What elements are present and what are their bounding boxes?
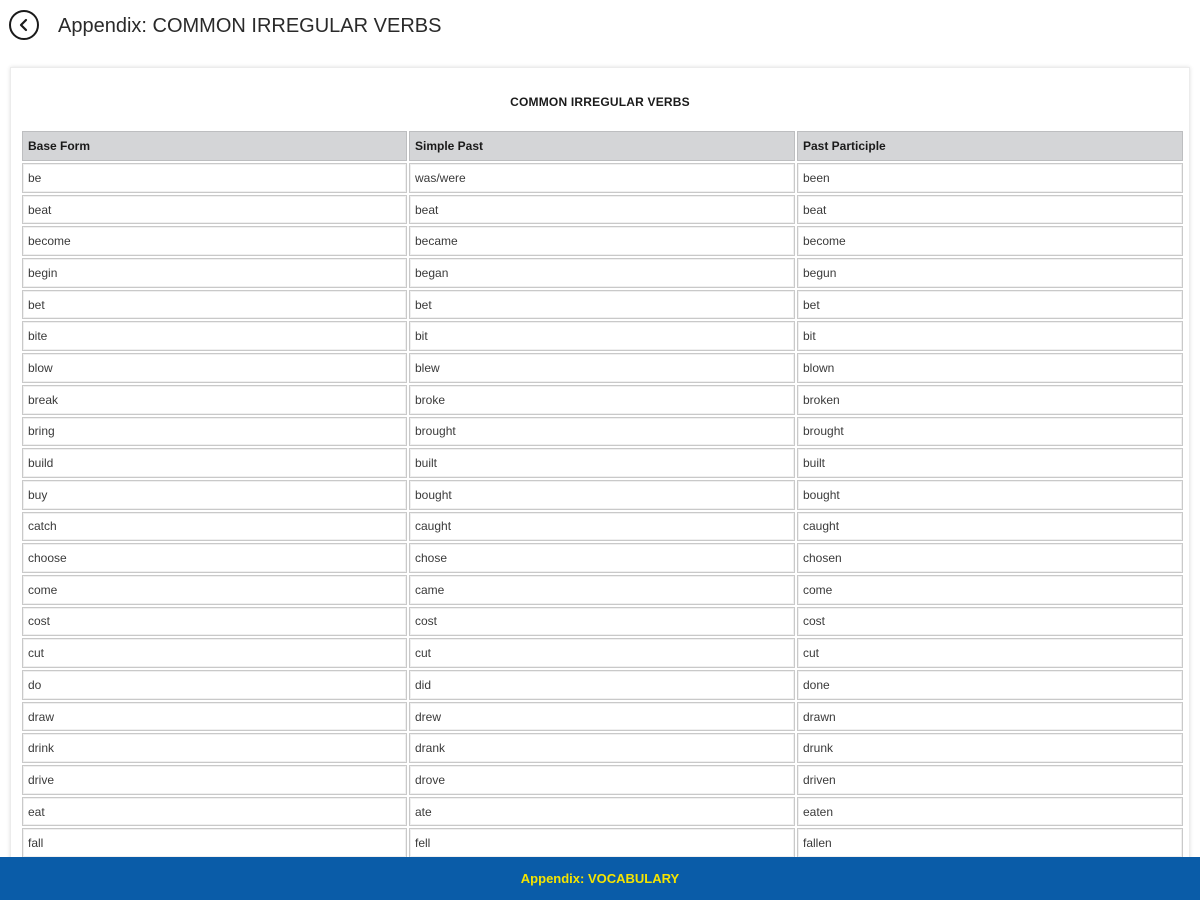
cell-past-participle: cost	[797, 607, 1183, 637]
cell-past-participle: drawn	[797, 702, 1183, 732]
cell-base-form: bite	[22, 321, 407, 351]
cell-simple-past: bet	[409, 290, 795, 320]
cell-base-form: come	[22, 575, 407, 605]
cell-past-participle: blown	[797, 353, 1183, 383]
cell-past-participle: eaten	[797, 797, 1183, 827]
table-row	[22, 417, 1183, 447]
cell-past-participle: been	[797, 163, 1183, 193]
column-header-simple-past: Simple Past	[409, 131, 795, 161]
cell-simple-past: ate	[409, 797, 795, 827]
table-row	[22, 828, 1183, 858]
cell-base-form: bring	[22, 417, 407, 447]
cell-past-participle: bet	[797, 290, 1183, 320]
cell-base-form: choose	[22, 543, 407, 573]
table-row	[22, 258, 1183, 288]
cell-past-participle: fallen	[797, 828, 1183, 858]
cell-past-participle: broken	[797, 385, 1183, 415]
cell-base-form: blow	[22, 353, 407, 383]
cell-simple-past: broke	[409, 385, 795, 415]
cell-simple-past: beat	[409, 195, 795, 225]
cell-base-form: drive	[22, 765, 407, 795]
table-row	[22, 321, 1183, 351]
cell-simple-past: chose	[409, 543, 795, 573]
table-heading: COMMON IRREGULAR VERBS	[510, 95, 690, 109]
cell-base-form: bet	[22, 290, 407, 320]
cell-simple-past: blew	[409, 353, 795, 383]
cell-past-participle: driven	[797, 765, 1183, 795]
cell-base-form: cut	[22, 638, 407, 668]
cell-past-participle: drunk	[797, 733, 1183, 763]
cell-simple-past: cut	[409, 638, 795, 668]
table-row	[22, 543, 1183, 573]
cell-simple-past: drew	[409, 702, 795, 732]
table-row	[22, 702, 1183, 732]
table-row	[22, 290, 1183, 320]
table-row	[22, 733, 1183, 763]
cell-past-participle: bought	[797, 480, 1183, 510]
table-row	[22, 797, 1183, 827]
cell-past-participle: beat	[797, 195, 1183, 225]
cell-base-form: break	[22, 385, 407, 415]
cell-simple-past: was/were	[409, 163, 795, 193]
cell-simple-past: drank	[409, 733, 795, 763]
table-row	[22, 226, 1183, 256]
cell-simple-past: fell	[409, 828, 795, 858]
cell-past-participle: come	[797, 575, 1183, 605]
app-header	[0, 0, 1200, 52]
table-row	[22, 353, 1183, 383]
cell-base-form: fall	[22, 828, 407, 858]
back-button[interactable]	[9, 10, 39, 40]
cell-simple-past: became	[409, 226, 795, 256]
cell-past-participle: begun	[797, 258, 1183, 288]
cell-base-form: be	[22, 163, 407, 193]
table-row	[22, 512, 1183, 542]
page-title: Appendix: COMMON IRREGULAR VERBS	[58, 15, 442, 37]
irregular-verbs-table	[20, 129, 1185, 860]
cell-past-participle: caught	[797, 512, 1183, 542]
cell-simple-past: brought	[409, 417, 795, 447]
cell-base-form: beat	[22, 195, 407, 225]
cell-base-form: catch	[22, 512, 407, 542]
cell-base-form: drink	[22, 733, 407, 763]
cell-simple-past: bought	[409, 480, 795, 510]
table-row	[22, 607, 1183, 637]
cell-base-form: begin	[22, 258, 407, 288]
table-row	[22, 575, 1183, 605]
vocabulary-nav-button[interactable]	[0, 857, 1200, 900]
table-row	[22, 670, 1183, 700]
vocabulary-nav-label: Appendix: VOCABULARY	[520, 871, 680, 886]
cell-simple-past: bit	[409, 321, 795, 351]
cell-simple-past: began	[409, 258, 795, 288]
table-row	[22, 195, 1183, 225]
content-card	[10, 67, 1190, 867]
cell-past-participle: become	[797, 226, 1183, 256]
cell-past-participle: brought	[797, 417, 1183, 447]
column-header-past-participle: Past Participle	[797, 131, 1183, 161]
cell-past-participle: chosen	[797, 543, 1183, 573]
cell-base-form: cost	[22, 607, 407, 637]
cell-simple-past: drove	[409, 765, 795, 795]
cell-simple-past: built	[409, 448, 795, 478]
cell-simple-past: cost	[409, 607, 795, 637]
cell-simple-past: caught	[409, 512, 795, 542]
table-row	[22, 765, 1183, 795]
cell-past-participle: built	[797, 448, 1183, 478]
table-row	[22, 638, 1183, 668]
table-row	[22, 163, 1183, 193]
cell-simple-past: came	[409, 575, 795, 605]
cell-base-form: do	[22, 670, 407, 700]
cell-past-participle: cut	[797, 638, 1183, 668]
cell-base-form: buy	[22, 480, 407, 510]
cell-base-form: build	[22, 448, 407, 478]
table-body	[22, 163, 1183, 858]
cell-past-participle: done	[797, 670, 1183, 700]
cell-base-form: draw	[22, 702, 407, 732]
table-header-row	[22, 131, 1183, 161]
cell-base-form: eat	[22, 797, 407, 827]
table-row	[22, 385, 1183, 415]
column-header-base-form: Base Form	[22, 131, 407, 161]
chevron-left-icon	[17, 18, 31, 32]
table-row	[22, 448, 1183, 478]
cell-past-participle: bit	[797, 321, 1183, 351]
cell-simple-past: did	[409, 670, 795, 700]
cell-base-form: become	[22, 226, 407, 256]
table-row	[22, 480, 1183, 510]
